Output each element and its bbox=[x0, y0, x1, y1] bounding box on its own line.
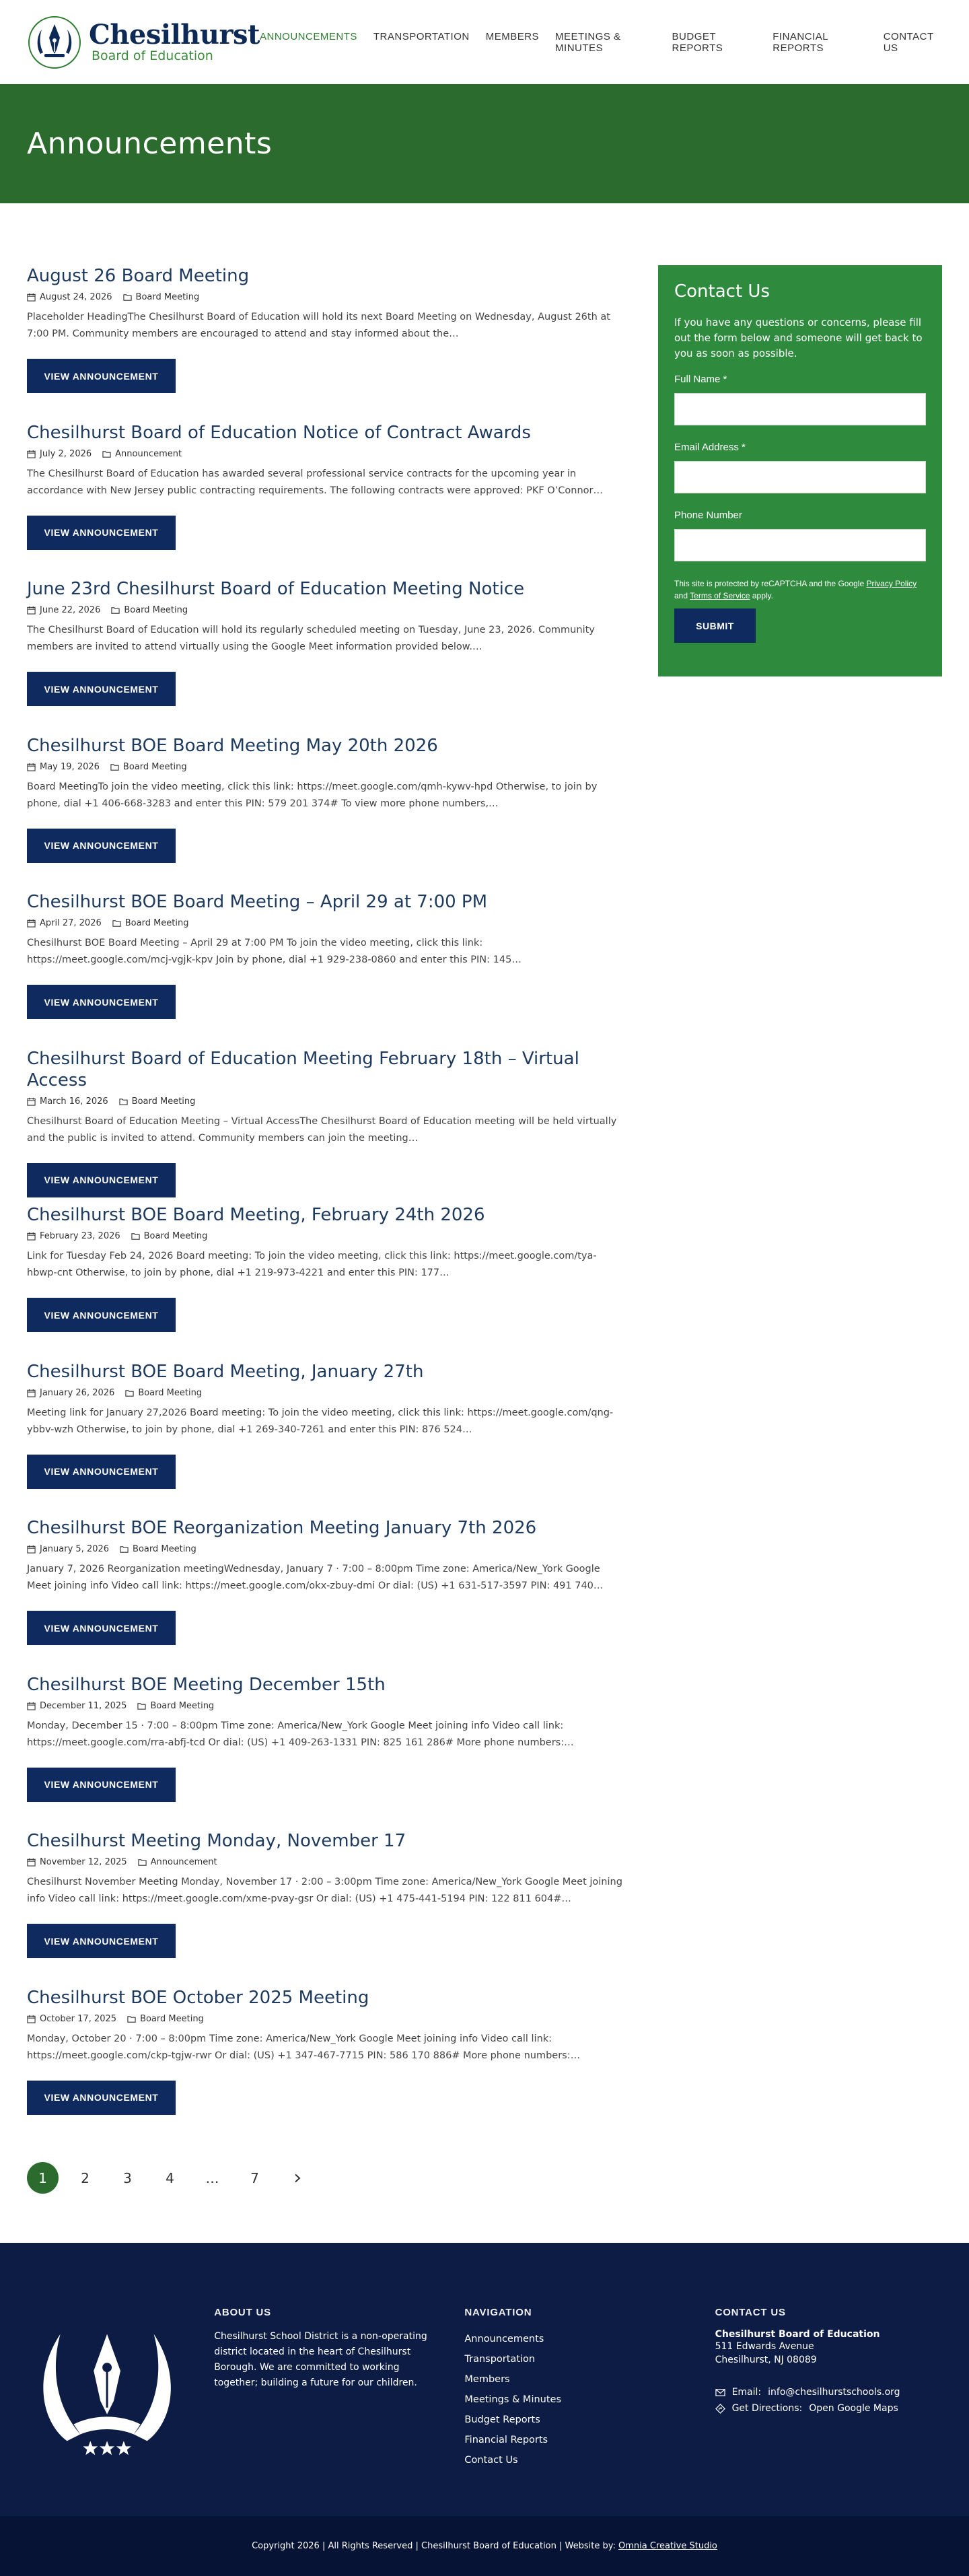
footer-email-link[interactable]: info@chesilhurstschools.org bbox=[768, 2387, 900, 2398]
folder-icon bbox=[102, 450, 111, 458]
contact-form-intro: If you have any questions or concerns, please fill out the form below and someone will get back to you as soon as possible. bbox=[674, 316, 923, 359]
announcement-meta bbox=[27, 1231, 626, 1241]
announcement-date-text: November 12, 2025 bbox=[40, 1857, 127, 1867]
announcement-item bbox=[27, 1674, 626, 1831]
announcement-category[interactable] bbox=[131, 1231, 208, 1241]
copyright-text: Copyright 2026 | All Rights Reserved | Chesilhurst Board of Education | Website by: bbox=[252, 2541, 616, 2551]
announcement-excerpt: Placeholder HeadingThe Chesilhurst Board of Education will hold its next Board Meeting on Wednesday, August 26th at 7:00 PM. Community members are encouraged to attend and stay informed about the… bbox=[27, 312, 610, 339]
announcement-category-text: Board Meeting bbox=[124, 605, 188, 615]
announcement-category[interactable] bbox=[111, 605, 188, 615]
announcement-meta bbox=[27, 1388, 626, 1398]
footer-link-transportation[interactable]: Transportation bbox=[464, 2354, 536, 2365]
announcement-date-text: January 5, 2026 bbox=[40, 1544, 110, 1554]
announcement-meta bbox=[27, 449, 626, 459]
announcement-date bbox=[27, 1701, 127, 1711]
view-announcement-button[interactable]: VIEW ANNOUNCEMENT bbox=[27, 1455, 176, 1489]
announcement-excerpt: Meeting link for January 27,2026 Board meeting: To join the video meeting, click this link: https://meet.google.com/qng-ybbv-wzh Otherwise, to join by phone, dial +1 269-340-7261 and enter this PIN: 876 524… bbox=[27, 1407, 614, 1435]
announcement-category-text: Board Meeting bbox=[133, 1544, 196, 1554]
recaptcha-notice bbox=[674, 578, 926, 602]
announcement-category-text: Board Meeting bbox=[122, 761, 187, 772]
calendar-icon bbox=[27, 1389, 36, 1397]
footer-directions-row bbox=[715, 2400, 942, 2416]
nav-financial-reports[interactable]: FINANCIAL REPORTS bbox=[773, 30, 828, 54]
chevron-right-icon bbox=[293, 2173, 302, 2183]
phone-field[interactable] bbox=[674, 529, 926, 561]
site-footer bbox=[0, 2243, 969, 2516]
calendar-icon bbox=[27, 763, 36, 771]
announcement-meta bbox=[27, 1544, 626, 1554]
folder-icon bbox=[110, 763, 119, 771]
announcement-date-text: July 2, 2026 bbox=[40, 448, 92, 459]
announcement-date-text: December 11, 2025 bbox=[40, 1700, 127, 1711]
announcement-title[interactable]: Chesilhurst Meeting Monday, November 17 bbox=[27, 1831, 406, 1851]
folder-icon bbox=[138, 1858, 147, 1867]
announcement-meta bbox=[27, 762, 626, 772]
google-maps-link[interactable]: Open Google Maps bbox=[809, 2403, 898, 2414]
pagination-ellipsis: … bbox=[205, 2169, 219, 2186]
main-nav bbox=[260, 31, 942, 54]
footer-about-text: Chesilhurst School District is a non-operating district located in the heart of Chesilhurst Borough. We are committed to working together; building a future for our children. bbox=[214, 2331, 427, 2388]
view-announcement-button[interactable]: VIEW ANNOUNCEMENT bbox=[27, 672, 176, 706]
announcement-category-text: Announcement bbox=[115, 448, 182, 459]
announcement-meta bbox=[27, 1701, 626, 1711]
announcement-excerpt: January 7, 2026 Reorganization meetingWednesday, January 7 · 7:00 – 8:00pm Time zone: America/New_York Google Meet joining info Video call link: https://meet.google.com/okx-zbuy-dmi Or dial: (US) +1 631-517-3597 PIN: 491 740… bbox=[27, 1564, 604, 1591]
announcement-excerpt: Chesilhurst Board of Education Meeting – Virtual AccessThe Chesilhurst Board of Education meeting will be held virtually and the public is invited to attend. Community members can join the meeting… bbox=[27, 1115, 617, 1144]
announcement-date bbox=[27, 449, 92, 459]
folder-icon bbox=[112, 919, 121, 928]
footer-link-announcements[interactable]: Announcements bbox=[464, 2334, 544, 2344]
announcement-title[interactable]: Chesilhurst BOE Board Meeting, January 27th bbox=[27, 1361, 424, 1382]
announcement-date-text: March 16, 2026 bbox=[40, 1096, 108, 1107]
site-header bbox=[0, 0, 969, 84]
folder-icon bbox=[119, 1097, 128, 1106]
footer-contact-heading: CONTACT US bbox=[715, 2307, 786, 2318]
nav-members[interactable]: MEMBERS bbox=[485, 30, 540, 42]
announcement-title[interactable]: August 26 Board Meeting bbox=[27, 266, 250, 286]
nav-meetings-minutes[interactable]: MEETINGS & MINUTES bbox=[555, 30, 621, 54]
view-announcement-button[interactable]: VIEW ANNOUNCEMENT bbox=[27, 829, 176, 863]
announcement-item bbox=[27, 891, 626, 1048]
pagination bbox=[27, 2162, 626, 2194]
announcement-category-text: Board Meeting bbox=[131, 1096, 196, 1107]
main-content bbox=[0, 203, 969, 2243]
announcement-excerpt: The Chesilhurst Board of Education has awarded several professional service contracts for the upcoming year in accordance with New Jersey public contracting requirements. The following contracts were approved: PKF O’Connor… bbox=[27, 468, 604, 496]
nav-budget-reports[interactable]: BUDGET REPORTS bbox=[672, 30, 723, 54]
announcement-excerpt: Board MeetingTo join the video meeting, click this link: https://meet.google.com/qmh-kywv-hpd Otherwise, to join by phone, dial +1 406-668-3283 and enter this PIN: 579 201 374# To view more phone numbers,… bbox=[27, 781, 598, 809]
announcement-title[interactable]: Chesilhurst Board of Education Notice of Contract Awards bbox=[27, 422, 531, 443]
announcement-category-text: Board Meeting bbox=[143, 1231, 208, 1241]
announcement-category[interactable] bbox=[119, 1096, 196, 1107]
nav-contact-us[interactable]: CONTACT US bbox=[883, 30, 934, 54]
view-announcement-button[interactable]: VIEW ANNOUNCEMENT bbox=[27, 1924, 176, 1958]
announcement-date bbox=[27, 292, 112, 302]
announcement-category[interactable] bbox=[102, 449, 182, 459]
announcement-category[interactable] bbox=[110, 762, 187, 772]
announcement-date-text: October 17, 2025 bbox=[40, 2013, 117, 2024]
announcement-date bbox=[27, 918, 102, 928]
logo-subtitle: Board of Education bbox=[92, 48, 213, 63]
page-link-2[interactable]: 2 bbox=[81, 2169, 89, 2186]
announcement-date bbox=[27, 1857, 127, 1867]
announcement-list bbox=[27, 265, 626, 2243]
email-field[interactable] bbox=[674, 461, 926, 493]
recaptcha-text: This site is protected by reCAPTCHA and the Google bbox=[674, 579, 865, 588]
announcement-date bbox=[27, 1544, 109, 1554]
announcement-category-text: Announcement bbox=[150, 1857, 217, 1867]
calendar-icon bbox=[27, 606, 36, 615]
credit-link[interactable]: Omnia Creative Studio bbox=[618, 2541, 717, 2551]
footer-link-meetings-minutes[interactable]: Meetings & Minutes bbox=[464, 2394, 562, 2405]
announcement-date bbox=[27, 1096, 108, 1107]
view-announcement-button[interactable]: VIEW ANNOUNCEMENT bbox=[27, 359, 176, 393]
page-link-1[interactable]: 1 bbox=[27, 2162, 59, 2194]
announcement-item bbox=[27, 1987, 626, 2144]
copyright-bar bbox=[0, 2516, 969, 2576]
announcement-category[interactable] bbox=[120, 1544, 196, 1554]
announcement-category[interactable] bbox=[112, 918, 189, 928]
announcement-title[interactable]: June 23rd Chesilhurst Board of Education Meeting Notice bbox=[27, 579, 525, 599]
announcement-date bbox=[27, 1388, 114, 1398]
footer-email-row bbox=[715, 2384, 942, 2400]
announcement-title[interactable]: Chesilhurst BOE Board Meeting May 20th 2026 bbox=[27, 735, 438, 756]
recaptcha-and: and bbox=[674, 591, 688, 600]
footer-navigation bbox=[464, 2307, 715, 2516]
nav-transportation[interactable]: TRANSPORTATION bbox=[373, 30, 470, 42]
announcement-excerpt: Monday, October 20 · 7:00 – 8:00pm Time zone: America/New_York Google Meet joining info Video call link: https://meet.google.com/ckp-tgjw-rwr Or dial: (US) +1 347-467-7715 PIN: 586 170 886# More phone numbers:… bbox=[27, 2033, 581, 2061]
calendar-icon bbox=[27, 293, 36, 302]
next-page-button[interactable] bbox=[281, 2162, 313, 2194]
footer-about bbox=[214, 2307, 464, 2516]
laurel-pen-emblem-icon bbox=[27, 2307, 187, 2468]
footer-address-line2: Chesilhurst, NJ 08089 bbox=[715, 2355, 817, 2365]
announcement-meta bbox=[27, 1857, 626, 1867]
calendar-icon bbox=[27, 1545, 36, 1554]
logo-name: Chesilhurst bbox=[89, 19, 260, 50]
calendar-icon bbox=[27, 2015, 36, 2023]
announcement-item bbox=[27, 265, 626, 422]
view-announcement-button[interactable]: VIEW ANNOUNCEMENT bbox=[27, 1768, 176, 1802]
footer-link-contact-us[interactable]: Contact Us bbox=[464, 2455, 518, 2466]
announcement-date-text: May 19, 2026 bbox=[40, 761, 100, 772]
announcement-category-text: Board Meeting bbox=[150, 1700, 215, 1711]
view-announcement-button[interactable]: VIEW ANNOUNCEMENT bbox=[27, 1298, 176, 1332]
directions-icon bbox=[715, 2404, 725, 2414]
footer-contact bbox=[715, 2307, 942, 2516]
calendar-icon bbox=[27, 1702, 36, 1710]
announcement-item bbox=[27, 735, 626, 892]
announcement-item bbox=[27, 1830, 626, 1987]
submit-button[interactable]: SUBMIT bbox=[674, 608, 756, 643]
page-hero bbox=[0, 84, 969, 203]
announcement-category-text: Board Meeting bbox=[140, 2013, 204, 2024]
site-logo[interactable] bbox=[27, 15, 260, 70]
announcement-title[interactable]: Chesilhurst BOE Board Meeting, February 24th 2026 bbox=[27, 1205, 485, 1225]
announcement-item bbox=[27, 422, 626, 579]
contact-form-title: Contact Us bbox=[674, 281, 770, 302]
announcement-meta bbox=[27, 2014, 626, 2024]
announcement-meta bbox=[27, 292, 626, 302]
view-announcement-button[interactable]: VIEW ANNOUNCEMENT bbox=[27, 516, 176, 550]
footer-link-members[interactable]: Members bbox=[464, 2374, 510, 2385]
folder-icon bbox=[127, 2015, 136, 2023]
announcement-item bbox=[27, 578, 626, 735]
announcement-category[interactable] bbox=[127, 2014, 204, 2024]
announcement-item bbox=[27, 1361, 626, 1518]
announcement-date bbox=[27, 1231, 120, 1241]
folder-icon bbox=[131, 1232, 140, 1241]
announcement-category[interactable] bbox=[138, 1857, 217, 1867]
announcement-excerpt: Monday, December 15 · 7:00 – 8:00pm Time zone: America/New_York Google Meet joining info Video call link: https://meet.google.com/rra-abfj-tcd Or dial: (US) +1 409-263-1331 PIN: 825 161 286# More phone numbers:… bbox=[27, 1720, 574, 1748]
view-announcement-button[interactable]: VIEW ANNOUNCEMENT bbox=[27, 2081, 176, 2115]
view-announcement-button[interactable]: VIEW ANNOUNCEMENT bbox=[27, 1611, 176, 1645]
pen-nib-laurel-logo-icon bbox=[27, 15, 82, 70]
announcement-date-text: August 24, 2026 bbox=[40, 292, 112, 302]
privacy-policy-link[interactable]: Privacy Policy bbox=[866, 579, 917, 588]
footer-address-line1: 511 Edwards Avenue bbox=[715, 2341, 814, 2352]
announcement-category-text: Board Meeting bbox=[138, 1387, 203, 1398]
announcement-category[interactable] bbox=[125, 1388, 202, 1398]
terms-of-service-link[interactable]: Terms of Service bbox=[690, 591, 750, 600]
page-title: Announcements bbox=[27, 127, 273, 161]
page-link-4[interactable]: 4 bbox=[166, 2169, 174, 2186]
folder-icon bbox=[125, 1389, 134, 1397]
footer-contact-name: Chesilhurst Board of Education bbox=[715, 2329, 880, 2340]
calendar-icon bbox=[27, 1097, 36, 1106]
announcement-date-text: January 26, 2026 bbox=[40, 1387, 115, 1398]
footer-directions-prefix: Get Directions: bbox=[731, 2403, 803, 2414]
announcement-category[interactable] bbox=[123, 292, 200, 302]
announcement-category-text: Board Meeting bbox=[124, 918, 189, 928]
calendar-icon bbox=[27, 1858, 36, 1867]
page-link-3[interactable]: 3 bbox=[123, 2169, 132, 2186]
announcement-title[interactable]: Chesilhurst BOE Reorganization Meeting January 7th 2026 bbox=[27, 1518, 537, 1538]
recaptcha-apply: apply. bbox=[752, 591, 773, 600]
phone-label: Phone Number bbox=[674, 510, 742, 521]
announcement-date-text: June 22, 2026 bbox=[40, 605, 101, 615]
announcement-date bbox=[27, 605, 100, 615]
folder-icon bbox=[137, 1702, 146, 1710]
folder-icon bbox=[111, 606, 120, 615]
full-name-field[interactable] bbox=[674, 393, 926, 425]
announcement-excerpt: Link for Tuesday Feb 24, 2026 Board meeting: To join the video meeting, click this link: https://meet.google.com/tya-hbwp-cnt Otherwise, to join by phone, dial +1 219-973-4221 and enter this PIN: 177… bbox=[27, 1251, 597, 1278]
email-label: Email Address * bbox=[674, 442, 746, 453]
announcement-category[interactable] bbox=[137, 1701, 214, 1711]
announcement-title[interactable]: Chesilhurst BOE Board Meeting – April 29 at 7:00 PM bbox=[27, 892, 488, 912]
footer-about-heading: ABOUT US bbox=[214, 2307, 271, 2318]
footer-link-financial-reports[interactable]: Financial Reports bbox=[464, 2435, 548, 2445]
announcement-category-text: Board Meeting bbox=[135, 292, 200, 302]
announcement-meta bbox=[27, 1096, 626, 1107]
footer-link-budget-reports[interactable]: Budget Reports bbox=[464, 2414, 540, 2425]
announcement-excerpt: The Chesilhurst Board of Education will hold its regularly scheduled meeting on Tuesday, June 23, 2026. Community members are invited to attend virtually using the Google Meet information provided below.… bbox=[27, 625, 595, 652]
envelope-icon bbox=[715, 2388, 725, 2398]
announcement-item bbox=[27, 1048, 626, 1205]
contact-form-card bbox=[658, 265, 942, 676]
announcement-title[interactable]: Chesilhurst BOE Meeting December 15th bbox=[27, 1674, 386, 1695]
announcement-item bbox=[27, 1204, 626, 1361]
announcement-date-text: February 23, 2026 bbox=[40, 1231, 120, 1241]
view-announcement-button[interactable]: VIEW ANNOUNCEMENT bbox=[27, 985, 176, 1019]
calendar-icon bbox=[27, 450, 36, 458]
full-name-label: Full Name * bbox=[674, 374, 727, 385]
view-announcement-button[interactable]: VIEW ANNOUNCEMENT bbox=[27, 1163, 176, 1197]
announcement-excerpt: Chesilhurst BOE Board Meeting – April 29 at 7:00 PM To join the video meeting, click this link: https://meet.google.com/mcj-vgjk-kpv Join by phone, dial +1 929-238-0860 and enter this PIN: 145… bbox=[27, 938, 522, 965]
calendar-icon bbox=[27, 1232, 36, 1241]
announcement-date-text: April 27, 2026 bbox=[40, 918, 102, 928]
announcement-meta bbox=[27, 918, 626, 928]
announcement-item bbox=[27, 1517, 626, 1674]
announcement-excerpt: Chesilhurst November Meeting Monday, November 17 · 2:00 – 3:00pm Time zone: America/New_York Google Meet joining info Video call link: https://meet.google.com/xme-pvay-gsr Or dial: (US) +1 475-441-5194 PIN: 122 811 604#… bbox=[27, 1877, 622, 1904]
footer-email-prefix: Email: bbox=[731, 2387, 762, 2398]
page-link-7[interactable]: 7 bbox=[250, 2169, 259, 2186]
folder-icon bbox=[120, 1545, 129, 1554]
announcement-title[interactable]: Chesilhurst Board of Education Meeting February 18th – Virtual Access bbox=[27, 1048, 579, 1090]
nav-announcements[interactable]: ANNOUNCEMENTS bbox=[260, 30, 357, 42]
announcement-meta bbox=[27, 605, 626, 615]
announcement-date bbox=[27, 762, 100, 772]
announcement-date bbox=[27, 2014, 116, 2024]
footer-nav-heading: NAVIGATION bbox=[464, 2307, 532, 2318]
folder-icon bbox=[123, 293, 132, 302]
announcement-title[interactable]: Chesilhurst BOE October 2025 Meeting bbox=[27, 1987, 369, 2008]
calendar-icon bbox=[27, 919, 36, 928]
